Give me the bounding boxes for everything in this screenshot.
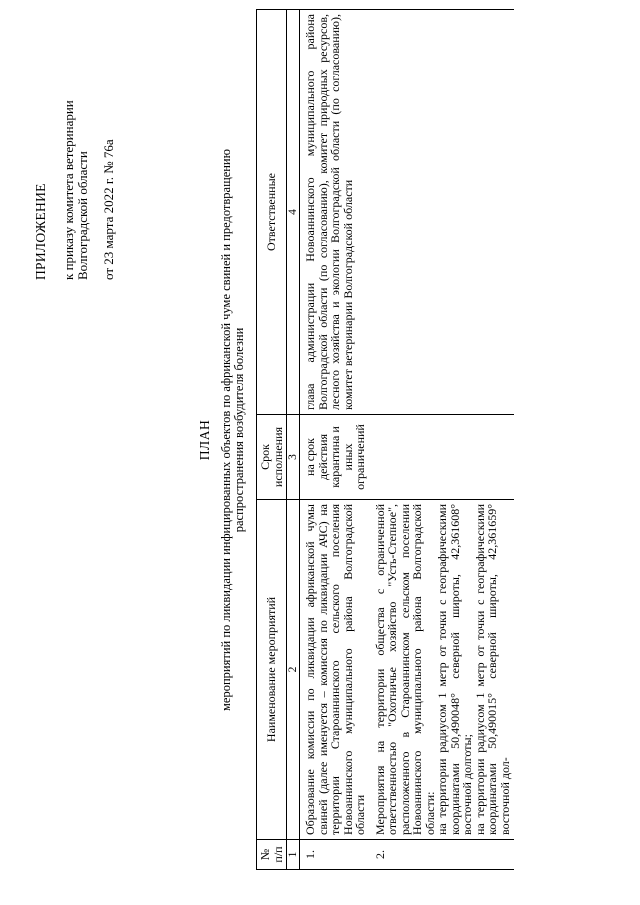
table-row — [370, 10, 515, 870]
row-activity: Образование комиссии по ликвидации африканской чумы свиней (далее именуется – комиссия по ликвидации АЧС) на территории Староаннинского сельского поселения Новоаннинского муниципального района Волгоградской области — [300, 500, 370, 840]
plan-subtitle — [220, 50, 246, 810]
activity-paragraph: на территории радиусом 1 метр от точки с географическими координатами 50,490015° северной широты, 42,361659° восточной дол- — [472, 504, 512, 835]
activity-paragraph: на территории радиусом 1 метр от точки с географическими координатами 50,490048° северной широты, 42,361608° восточной долготы; — [435, 504, 474, 835]
plan-table — [256, 9, 514, 870]
row-deadline — [370, 415, 515, 500]
header-row — [257, 10, 287, 870]
column-number-row — [287, 10, 300, 870]
appendix-line-1: к приказу комитета ветеринарии — [61, 100, 76, 280]
header-deadline: Срок исполнения — [257, 415, 287, 500]
appendix-line-2: Волгоградской области — [75, 151, 90, 280]
table-row — [300, 10, 370, 870]
plan-title: ПЛАН — [197, 419, 212, 461]
header-activity: Наименование мероприятий — [257, 500, 287, 840]
plan-subtitle-line-2: распространения возбудителя болезни — [232, 327, 246, 533]
activity-paragraph: Мероприятия на территории общества с ограниченной ответственностью "Охотничье хозяйство "Усть-Степное", расположенного в Староаннинском сельском поселении Новоаннинского муниципального района Волгоградской области: — [372, 504, 437, 835]
row-deadline: на срок действия карантина и иных ограничений — [300, 415, 370, 500]
row-responsible: глава администрации Новоаннинского муниципального района Волгоградской области (по согласованию), комитет природных ресурсов, лесного хозяйства и экологии Волгоградской области (по согласованию), комитет ветеринарии Волгоградской области — [300, 10, 370, 415]
row-activity — [370, 500, 515, 840]
row-number: 1. — [300, 840, 370, 870]
header-number: № п/п — [257, 840, 287, 870]
column-number: 1 — [287, 840, 300, 870]
rotated-sheet — [33, 10, 512, 870]
header-responsible: Ответственные — [257, 10, 287, 415]
column-number: 3 — [287, 415, 300, 500]
column-number: 2 — [287, 500, 300, 840]
row-number: 2. — [370, 840, 515, 870]
appendix-title: ПРИЛОЖЕНИЕ — [33, 183, 48, 280]
appendix-date: от 23 марта 2022 г. № 76а — [101, 139, 116, 280]
appendix-header — [34, 20, 116, 280]
column-number: 4 — [287, 10, 300, 415]
row-responsible — [370, 10, 515, 415]
plan-subtitle-line-1: мероприятий по ликвидации инфицированных объектов по африканской чуме свиней и предотвращению — [219, 149, 233, 711]
